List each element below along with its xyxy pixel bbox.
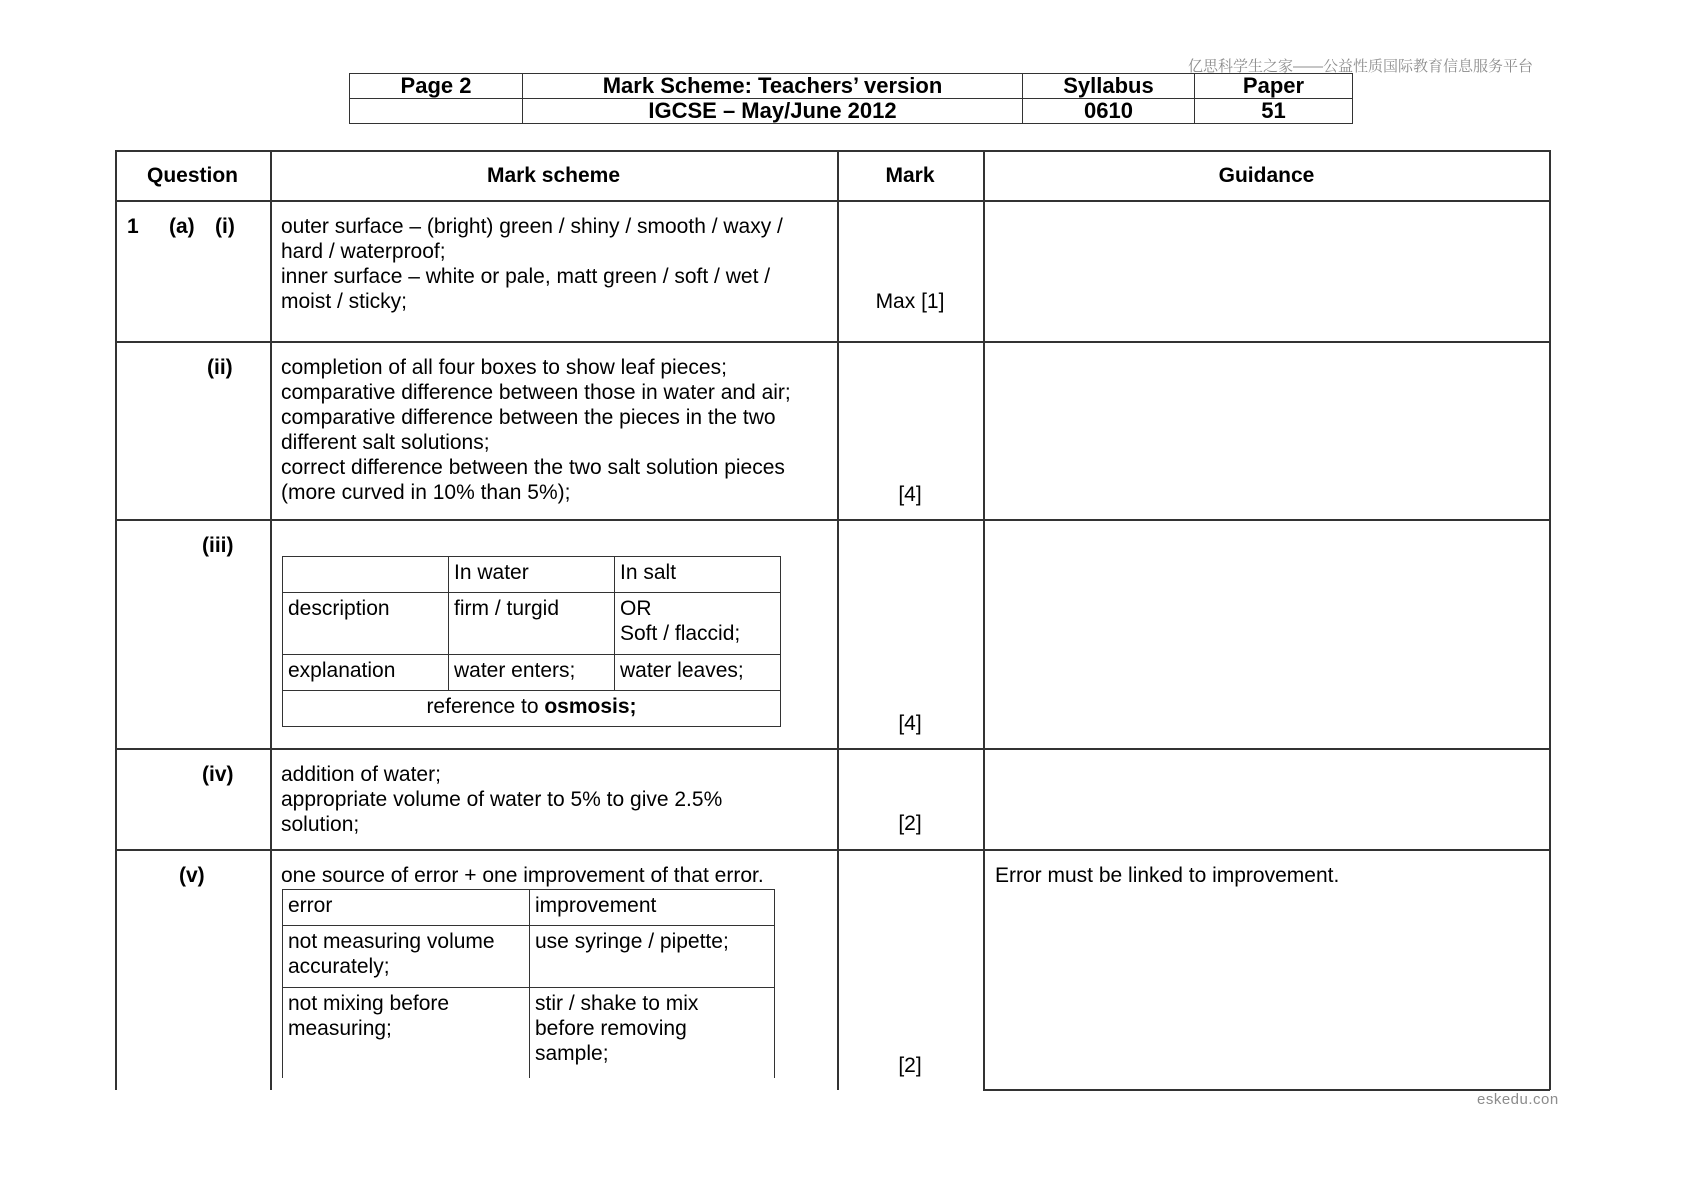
answer-line: addition of water; xyxy=(281,763,441,786)
watermark-bottom: eskedu.con xyxy=(1477,1091,1559,1108)
improvement-line: sample; xyxy=(535,1042,609,1065)
column-mark-scheme: Mark scheme xyxy=(486,164,621,187)
mark-scheme-table xyxy=(115,150,1550,1090)
answer-line: different salt solutions; xyxy=(281,431,490,454)
mark-a-v: [2] xyxy=(898,1054,922,1077)
question-sub-iii: (iii) xyxy=(202,534,234,557)
watermark-top: 亿思科学生之家——公益性质国际教育信息服务平台 xyxy=(1188,58,1534,75)
header-title: Mark Scheme: Teachers’ version xyxy=(523,74,1023,99)
answer-line: completion of all four boxes to show leaf pieces; xyxy=(281,356,727,379)
guidance-a-v: Error must be linked to improvement. xyxy=(995,864,1340,887)
header-syllabus: 0610 xyxy=(1023,99,1195,124)
turgor-desc-salt-line1: OR xyxy=(620,597,652,620)
question-part: (a) xyxy=(169,215,195,238)
error-line: not mixing before xyxy=(288,992,450,1015)
error-line: accurately; xyxy=(288,955,390,978)
answer-a-ii xyxy=(281,355,791,505)
mark-a-i: Max [1] xyxy=(875,290,945,313)
answer-a-i xyxy=(281,214,783,314)
mark-a-iii: [4] xyxy=(898,712,922,735)
header-table xyxy=(349,73,1353,124)
answer-line: (more curved in 10% than 5%); xyxy=(281,481,571,504)
answer-line: hard / waterproof; xyxy=(281,240,446,263)
header-exam: IGCSE – May/June 2012 xyxy=(523,99,1023,124)
turgor-footer-prefix: reference to xyxy=(426,695,545,718)
answer-line: appropriate volume of water to 5% to give 2.5% xyxy=(281,788,723,811)
turgor-desc-label: description xyxy=(283,593,449,655)
answer-line: moist / sticky; xyxy=(281,290,408,313)
error-header: error xyxy=(283,890,530,926)
turgor-header-salt: In salt xyxy=(615,557,781,593)
turgor-desc-salt-line2: Soft / flaccid; xyxy=(620,622,741,645)
question-sub-iv: (iv) xyxy=(202,763,234,786)
question-sub-i: (i) xyxy=(215,215,235,238)
answer-a-v-intro: one source of error + one improvement of that error. xyxy=(281,864,764,887)
question-sub-v: (v) xyxy=(179,864,205,887)
turgor-expl-salt: water leaves; xyxy=(615,655,781,691)
error-cell xyxy=(283,926,530,988)
turgor-desc-salt xyxy=(615,593,781,655)
turgor-desc-water: firm / turgid xyxy=(449,593,615,655)
turgor-footer-bold: osmosis; xyxy=(544,695,637,718)
turgor-header-water: In water xyxy=(449,557,615,593)
header-page: Page 2 xyxy=(350,74,523,99)
mark-a-ii: [4] xyxy=(898,483,922,506)
answer-line: solution; xyxy=(281,813,360,836)
mark-a-iv: [2] xyxy=(898,812,922,835)
improvement-cell: use syringe / pipette; xyxy=(530,926,775,988)
turgor-table xyxy=(282,556,781,727)
header-empty xyxy=(350,99,523,124)
column-question: Question xyxy=(146,164,238,187)
answer-line: comparative difference between those in water and air; xyxy=(281,381,791,404)
turgor-expl-water: water enters; xyxy=(449,655,615,691)
turgor-footer xyxy=(283,691,781,727)
answer-line: inner surface – white or pale, matt green / soft / wet / xyxy=(281,265,771,288)
improvement-header: improvement xyxy=(530,890,775,926)
column-guidance: Guidance xyxy=(1218,164,1315,187)
error-table xyxy=(282,889,775,1078)
header-syllabus-label: Syllabus xyxy=(1023,74,1195,99)
question-number: 1 xyxy=(127,215,139,238)
question-sub-ii: (ii) xyxy=(207,356,233,379)
error-cell xyxy=(283,988,530,1078)
turgor-expl-label: explanation xyxy=(283,655,449,691)
improvement-line: stir / shake to mix xyxy=(535,992,699,1015)
improvement-line: before removing xyxy=(535,1017,687,1040)
improvement-cell xyxy=(530,988,775,1078)
answer-line: outer surface – (bright) green / shiny / smooth / waxy / xyxy=(281,215,783,238)
answer-line: comparative difference between the pieces in the two xyxy=(281,406,776,429)
turgor-header-blank xyxy=(283,557,449,593)
header-paper-label: Paper xyxy=(1195,74,1353,99)
answer-a-iv xyxy=(281,762,722,837)
column-mark: Mark xyxy=(885,164,935,187)
answer-line: correct difference between the two salt solution pieces xyxy=(281,456,785,479)
header-paper: 51 xyxy=(1195,99,1353,124)
error-line: measuring; xyxy=(288,1017,392,1040)
error-line: not measuring volume xyxy=(288,930,495,953)
